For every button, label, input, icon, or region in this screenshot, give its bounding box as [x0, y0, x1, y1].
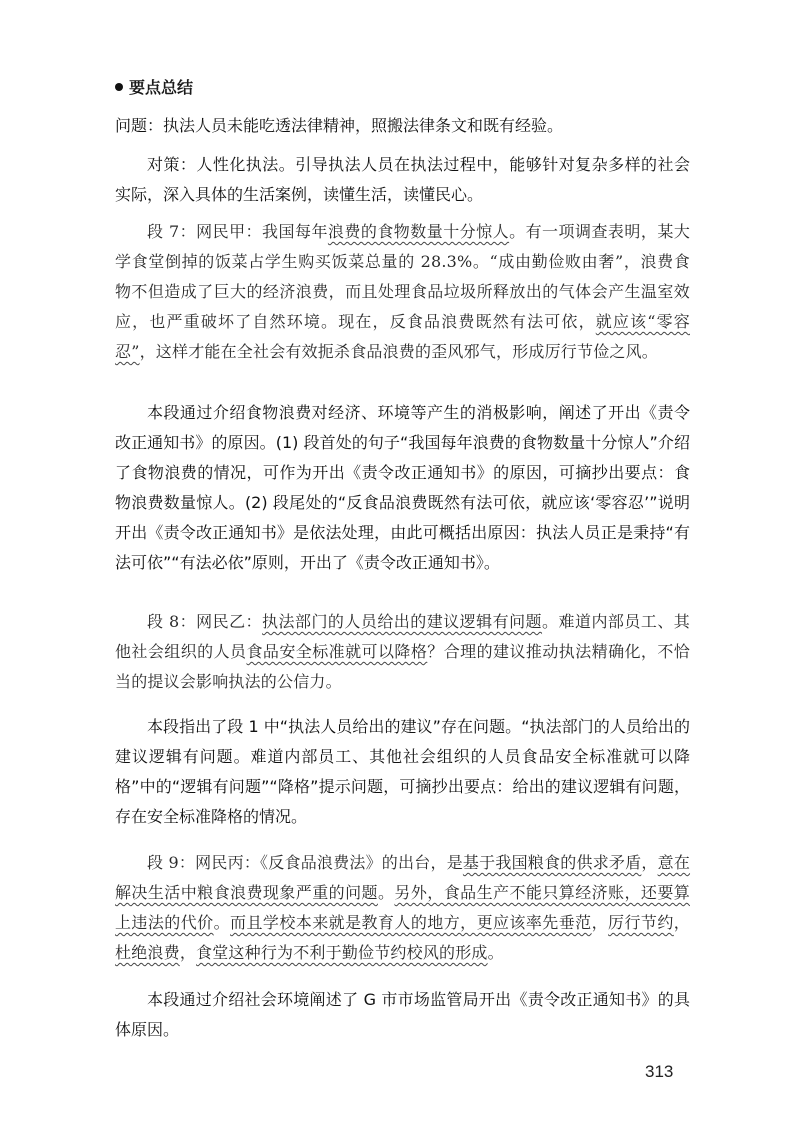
p9-underlined-3: 另外，食品生产不能只算经济账，还要算上违法的代价	[115, 883, 690, 932]
p8-text-1: 段 8：网民乙：	[147, 612, 263, 631]
summary-heading-text: 要点总结	[129, 78, 194, 97]
paragraph-8	[115, 607, 690, 697]
p9-text-3: 。	[377, 883, 395, 902]
p7-underlined-2: 就应该“零容忍”	[115, 312, 690, 361]
analysis-9: 本段通过介绍社会环境阐述了 G 市市场监管局开出《责令改正通知书》的具体原因。	[115, 990, 690, 1039]
p9-underlined-6: 杜绝浪费	[115, 943, 180, 962]
summary-heading	[115, 73, 193, 103]
p8-text-3: ？合理的建议推动执法精确化，不恰当的提议会影响执法的公信力。	[115, 642, 691, 691]
p9-underlined-7: 食堂这种行为不利于勤俭节约校风的形成	[196, 943, 488, 962]
p9-text-1: 段 9：网民丙：《反食品浪费法》的出台，是	[147, 853, 463, 872]
p8-underlined-2: 食品安全标准就可以降格	[246, 642, 428, 661]
p9-text-7: ，	[179, 943, 197, 962]
paragraph-7	[115, 217, 690, 367]
p7-text-2: 。有一项调查表明，某大学食堂倒掉的饭菜占学生购买饭菜总量的 28.3%。“成由勤俭败由奢”，浪费食物不但造成了巨大的经济浪费，而且处理食品垃圾所释放出的气体会产生温室效应，也严重破坏了自然环境。现在，反食品浪费既然有法可依，	[115, 222, 691, 331]
p8-text-2: 。难道内部员工、其他社会组织的人员	[115, 612, 690, 661]
analysis-7: 本段通过介绍食物浪费对经济、环境等产生的消极影响，阐述了开出《责令改正通知书》的原因。(1) 段首处的句子“我国每年浪费的食物数量十分惊人”介绍了食物浪费的情况，可作为开出《责令改正通知书》的原因，可摘抄出要点：食物浪费数量惊人。(2) 段尾处的“反食品浪费既然有法可依，就应该‘零容忍’”说明开出《责令改正通知书》是依法处理，由此可概括出原因：执法人员正是秉持“有法可依”“有法必依”原则，开出了《责令改正通知书》。	[115, 403, 690, 572]
p9-text-4: 。	[213, 913, 231, 932]
p7-underlined-1: 浪费的食物数量十分惊人	[327, 222, 510, 241]
p9-text-6: ，	[673, 913, 690, 932]
p9-text-2: ，	[641, 853, 658, 872]
p8-underlined-1: 执法部门的人员给出的建议逻辑有问题	[262, 612, 543, 631]
bullet-icon	[115, 83, 123, 91]
summary-problem: 问题：执法人员未能吃透法律精神，照搬法律条文和既有经验。	[115, 116, 564, 135]
page-number: 313	[645, 1062, 674, 1081]
p9-underlined-4: 而且学校本来就是教育人的地方，更应该率先垂范	[230, 913, 592, 932]
p9-underlined-2: 意在解决生活中粮食浪费现象严重的问题	[115, 853, 691, 902]
p7-text-1: 段 7：网民甲：我国每年	[147, 222, 328, 241]
summary-solution: 对策：人性化执法。引导执法人员在执法过程中，能够针对复杂多样的社会实际，深入具体的生活案例，读懂生活，读懂民心。	[115, 155, 690, 204]
p9-underlined-5: 厉行节约	[608, 913, 674, 932]
analysis-8: 本段指出了段 1 中“执法人员给出的建议”存在问题。“执法部门的人员给出的建议逻辑有问题。难道内部员工、其他社会组织的人员食品安全标准就可以降格”中的“逻辑有问题”“降格”提示问题，可摘抄出要点：给出的建议逻辑有问题，存在安全标准降格的情况。	[115, 717, 690, 826]
p9-underlined-1: 基于我国粮食的供求矛盾	[462, 853, 642, 872]
p7-text-3: ，这样才能在全社会有效扼杀食品浪费的歪风邪气，形成厉行节俭之风。	[139, 342, 658, 361]
p9-text-8: 。	[487, 943, 504, 962]
p9-text-5: ，	[591, 913, 609, 932]
paragraph-9	[115, 848, 690, 968]
